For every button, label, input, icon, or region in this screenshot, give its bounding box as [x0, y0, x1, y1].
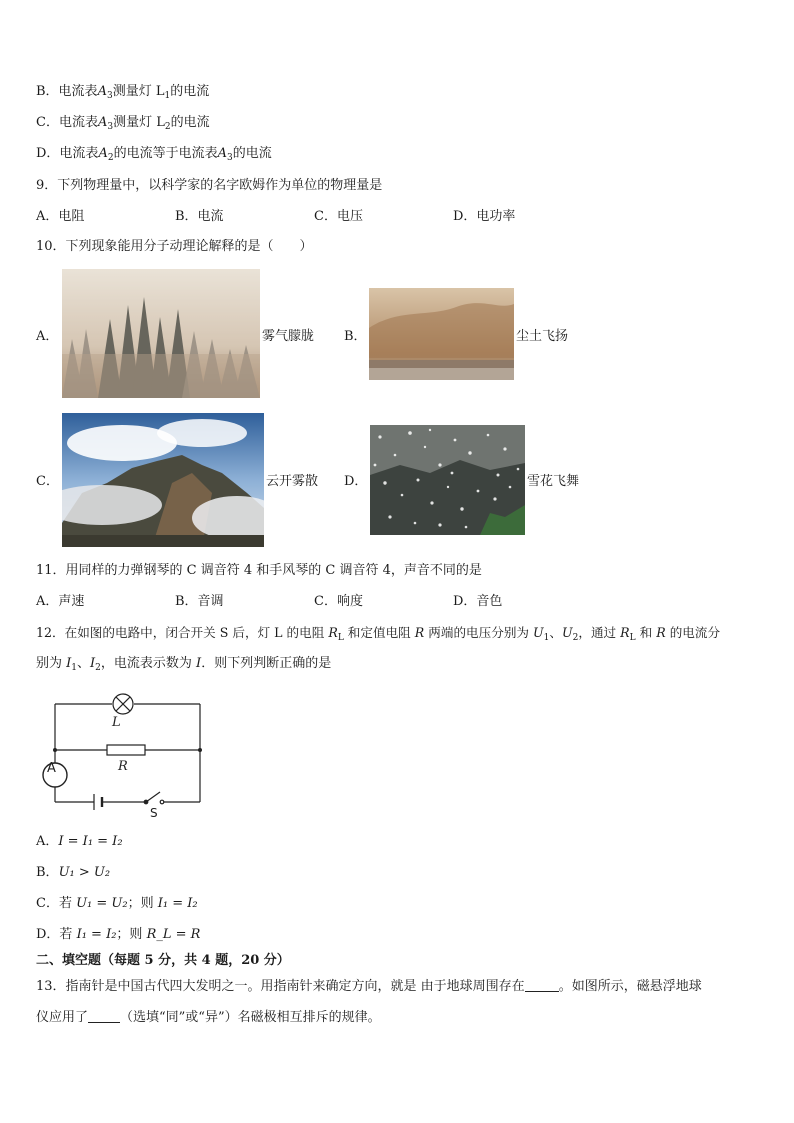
- q9-option-b: B．电流: [175, 209, 224, 224]
- section-2-title: 二、填空题（每题 5 分，共 4 题，20 分）: [36, 953, 290, 968]
- switch-icon: [144, 792, 164, 804]
- q12-option-d: D．若 I₁ = I₂；则 R_L = R: [36, 927, 201, 942]
- q10-option-a-letter: A．: [36, 329, 59, 344]
- q9-option-c: C．电压: [314, 209, 363, 224]
- q12-stem-line1: 12．在如图的电路中，闭合开关 S 后，灯 L 的电阻 $R_L$ 和定值电阻 R 两端的电压分别为 $U_1$、$U_2$，通过 $R_L$ 和 R 的电流分: [36, 625, 721, 643]
- dust-storm-icon: [369, 288, 514, 380]
- q11-option-c: C．响度: [314, 594, 363, 609]
- q11-option-d: D．音色: [453, 594, 503, 609]
- q10-option-d-letter: D．: [344, 474, 368, 489]
- lamp-label: L: [112, 715, 121, 730]
- lamp-icon: [113, 694, 133, 714]
- mountain-clouds-icon: [62, 413, 264, 547]
- q8-option-b: B．电流表$A_3$测量灯 $L_1$的电流: [36, 84, 210, 101]
- q8-option-d: D．电流表$A_2$的电流等于电流表$A_3$的电流: [36, 146, 272, 163]
- q9-stem: 9．下列物理量中，以科学家的名字欧姆作为单位的物理量是: [36, 178, 383, 193]
- fog-forest-icon: [62, 269, 260, 398]
- q12-option-a: A．I = I₁ = I₂: [36, 834, 123, 849]
- switch-label: S: [150, 806, 158, 820]
- snowfall-photo: [370, 425, 525, 535]
- snowfall-icon: [370, 425, 525, 535]
- q13-blank-1[interactable]: [525, 978, 559, 992]
- fog-forest-photo: [62, 269, 260, 398]
- q10-caption-b: 尘土飞扬: [516, 329, 569, 344]
- q12-option-b: B．U₁ > U₂: [36, 865, 111, 880]
- q10-stem: 10．下列现象能用分子动理论解释的是（ ）: [36, 239, 313, 254]
- q11-option-b: B．音调: [175, 594, 224, 609]
- q11-stem: 11．用同样的力弹钢琴的 C 调音符 4 和手风琴的 C 调音符 4，声音不同的是: [36, 563, 482, 578]
- battery-icon: [94, 794, 102, 810]
- q10-option-c-letter: C．: [36, 474, 59, 489]
- q10-option-b-letter: B．: [344, 329, 367, 344]
- circuit-diagram: [36, 690, 216, 820]
- q12-option-c: C．若 U₁ = U₂；则 I₁ = I₂: [36, 896, 198, 911]
- q9-option-d: D．电功率: [453, 209, 516, 224]
- q8-option-c: C．电流表$A_3$测量灯 $L_2$的电流: [36, 115, 210, 132]
- q11-option-a: A．声速: [36, 594, 85, 609]
- q13-line2: 仪应用了 （选填“同”或“异”）名磁极相互排斥的规律。: [36, 1010, 381, 1025]
- q10-caption-a: 雾气朦胧: [262, 329, 315, 344]
- q9-option-a: A．电阻: [36, 209, 85, 224]
- resistor-icon: [107, 745, 145, 755]
- dust-storm-photo: [369, 288, 514, 380]
- q12-stem-line2: 别为 $I_1$、$I_2$，电流表示数为 I．则下列判断正确的是: [36, 656, 332, 673]
- ammeter-label: A: [47, 761, 56, 776]
- q13-line1: 13．指南针是中国古代四大发明之一。用指南针来确定方向，就是 由于地球周围存在 。如图所示，磁悬浮地球: [36, 979, 702, 994]
- resistor-label: R: [118, 759, 128, 774]
- q10-caption-c: 云开雾散: [266, 474, 319, 489]
- q13-blank-2[interactable]: [88, 1009, 120, 1023]
- q10-caption-d: 雪花飞舞: [527, 474, 580, 489]
- mountain-clouds-photo: [62, 413, 264, 547]
